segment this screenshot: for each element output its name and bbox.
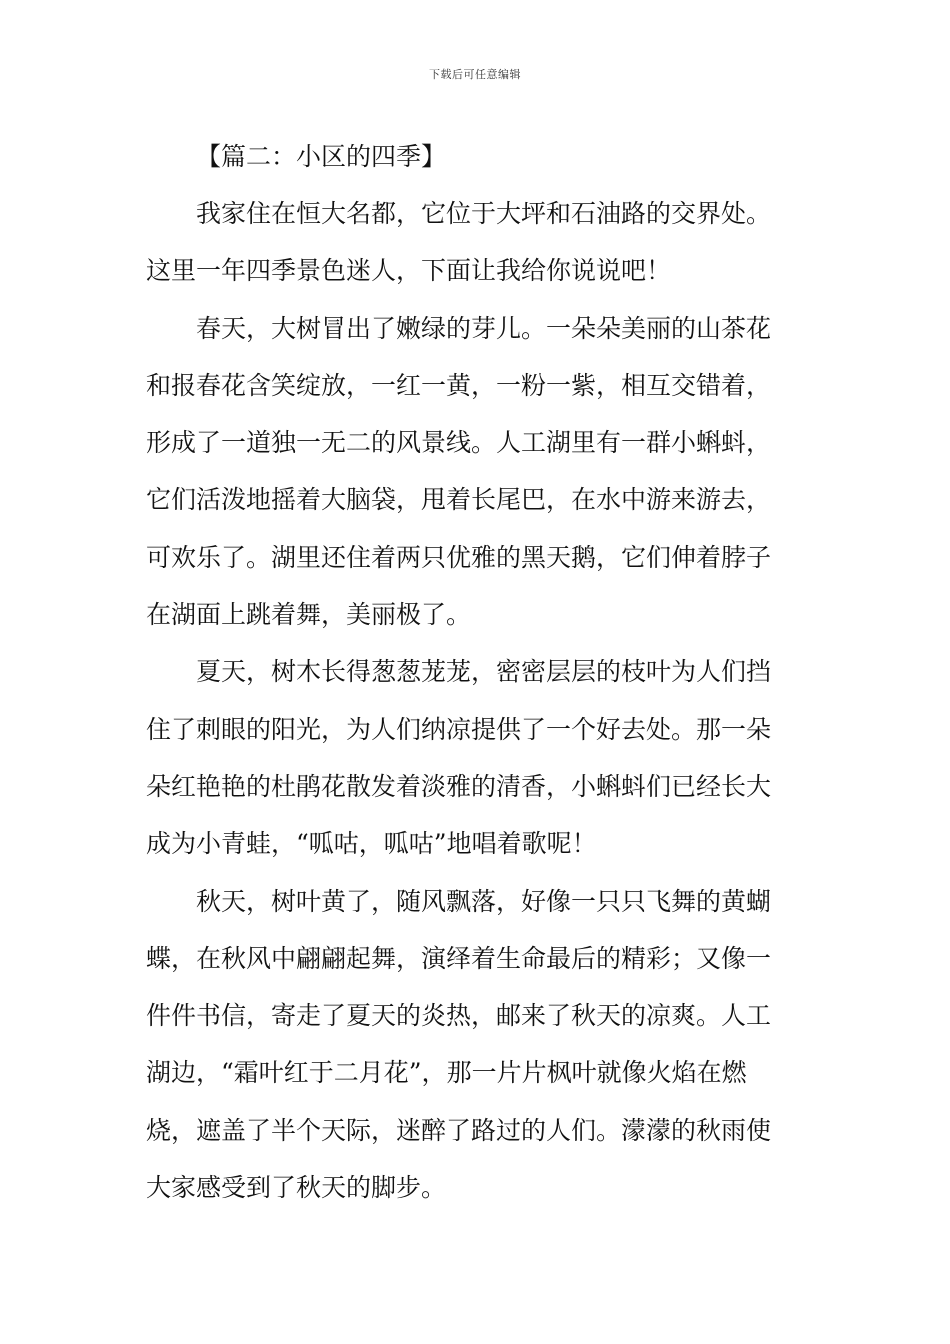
paragraph-intro <box>146 185 806 300</box>
text-line: 成为小青蛙，“呱咕，呱咕”地唱着歌呢！ <box>146 829 597 859</box>
page-header: 下载后可任意编辑 <box>429 68 521 81</box>
section-title: 【篇二：小区的四季】 <box>196 142 447 171</box>
paragraph-summer <box>146 643 806 872</box>
text-line: 形成了一道独一无二的风景线。人工湖里有一群小蝌蚪， <box>146 428 772 458</box>
text-line: 件件书信，寄走了夏天的炎热，邮来了秋天的凉爽。人工 <box>146 1001 772 1031</box>
text-line: 朵红艳艳的杜鹃花散发着淡雅的清香，小蝌蚪们已经长大 <box>146 771 772 801</box>
text-line: 春天，大树冒出了嫩绿的芽儿。一朵朵美丽的山茶花 <box>196 313 772 343</box>
text-line: 在湖面上跳着舞，美丽极了。 <box>146 600 472 630</box>
text-line: 夏天，树木长得葱葱茏茏，密密层层的枝叶为人们挡 <box>196 657 772 687</box>
paragraph-spring <box>146 300 806 644</box>
text-line: 它们活泼地摇着大脑袋，甩着长尾巴，在水中游来游去， <box>146 485 772 515</box>
text-line: 可欢乐了。湖里还住着两只优雅的黑天鹅，它们伸着脖子 <box>146 542 772 572</box>
text-line: 我家住在恒大名都，它位于大坪和石油路的交界处。 <box>196 199 772 228</box>
text-line: 湖边，“霜叶红于二月花”，那一片片枫叶就像火焰在燃 <box>146 1058 747 1088</box>
text-line: 和报春花含笑绽放，一红一黄，一粉一紫，相互交错着， <box>146 370 772 400</box>
text-line: 这里一年四季景色迷人，下面让我给你说说吧！ <box>146 256 672 286</box>
document-body <box>146 128 806 1216</box>
text-line: 蝶，在秋风中翩翩起舞，演绎着生命最后的精彩；又像一 <box>146 943 772 973</box>
paragraph-autumn <box>146 873 806 1217</box>
text-line: 大家感受到了秋天的脚步。 <box>146 1173 447 1203</box>
text-line: 秋天，树叶黄了，随风飘落，好像一只只飞舞的黄蝴 <box>196 886 772 916</box>
text-line: 烧，遮盖了半个天际，迷醉了路过的人们。濛濛的秋雨使 <box>146 1115 772 1145</box>
text-line: 住了刺眼的阳光，为人们纳凉提供了一个好去处。那一朵 <box>146 714 772 744</box>
